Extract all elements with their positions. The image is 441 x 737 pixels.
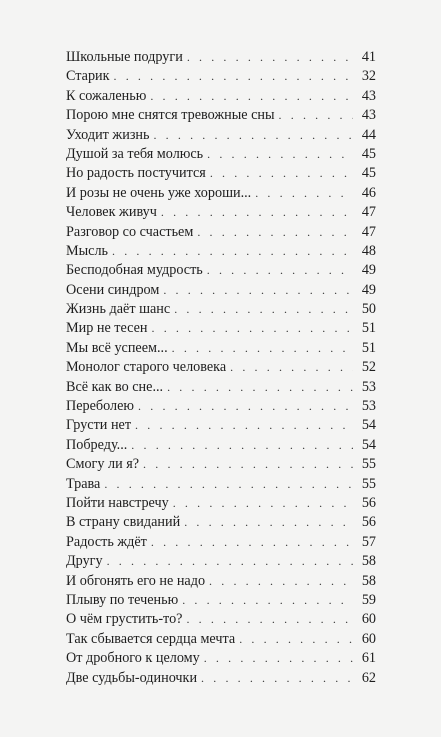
toc-entry-title: Трава	[66, 475, 101, 492]
toc-entry-title: Бесподобная мудрость	[66, 262, 203, 279]
toc-entry-title: Мы всё успеем...	[66, 339, 168, 356]
toc-dot-leader	[239, 630, 353, 649]
toc-entry	[66, 358, 376, 377]
toc-entry-page: 56	[361, 494, 376, 511]
toc-dot-leader	[153, 126, 353, 145]
toc-entry-page: 58	[361, 572, 376, 589]
toc-dot-leader	[151, 533, 353, 552]
toc-dot-leader	[207, 145, 353, 164]
toc-entry-title: И розы не очень уже хороши...	[66, 184, 252, 201]
toc-entry	[66, 475, 376, 494]
toc-entry-title: К сожаленью	[66, 87, 147, 104]
toc-dot-leader	[197, 223, 353, 242]
toc-dot-leader	[104, 475, 353, 494]
toc-dot-leader	[114, 67, 353, 86]
toc-dot-leader	[279, 106, 353, 125]
toc-dot-leader	[201, 669, 353, 688]
toc-entry-title: И обгонять его не надо	[66, 572, 206, 589]
toc-entry-page: 62	[361, 669, 376, 686]
toc-dot-leader	[174, 300, 353, 319]
toc-entry	[66, 339, 376, 358]
toc-entry-title: Старик	[66, 68, 110, 85]
table-of-contents	[66, 48, 376, 688]
toc-entry-page: 52	[361, 359, 376, 376]
toc-entry	[66, 533, 376, 552]
toc-dot-leader	[150, 87, 353, 106]
toc-entry-title: Человек живуч	[66, 204, 157, 221]
toc-dot-leader	[167, 378, 353, 397]
toc-entry-page: 44	[361, 126, 376, 143]
toc-entry	[66, 591, 376, 610]
toc-entry	[66, 649, 376, 668]
toc-entry-title: Монолог старого человека	[66, 359, 227, 376]
toc-entry	[66, 223, 376, 242]
toc-entry-title: Пойти навстречу	[66, 494, 169, 511]
toc-entry-title: Побреду...	[66, 436, 128, 453]
toc-entry-page: 32	[361, 68, 376, 85]
toc-entry-title: Всё как во сне...	[66, 378, 164, 395]
toc-entry-page: 45	[361, 145, 376, 162]
toc-dot-leader	[187, 48, 353, 67]
toc-entry-page: 49	[361, 262, 376, 279]
toc-entry	[66, 397, 376, 416]
toc-dot-leader	[161, 203, 353, 222]
toc-entry	[66, 300, 376, 319]
toc-entry-page: 43	[361, 87, 376, 104]
toc-entry	[66, 106, 376, 125]
toc-dot-leader	[112, 242, 353, 261]
toc-entry-title: В страну свиданий	[66, 514, 181, 531]
toc-entry-page: 51	[361, 320, 376, 337]
toc-entry-page: 60	[361, 611, 376, 628]
toc-entry-title: Уходит жизнь	[66, 126, 150, 143]
toc-dot-leader	[172, 339, 353, 358]
toc-entry-title: Школьные подруги	[66, 49, 183, 65]
toc-dot-leader	[138, 397, 353, 416]
toc-entry	[66, 513, 376, 532]
toc-entry	[66, 145, 376, 164]
toc-dot-leader	[163, 281, 353, 300]
toc-entry-page: 47	[361, 223, 376, 240]
toc-entry-page: 58	[361, 553, 376, 570]
toc-entry-page: 53	[361, 378, 376, 395]
toc-entry-page: 49	[361, 281, 376, 298]
toc-entry-page: 45	[361, 165, 376, 182]
toc-entry	[66, 378, 376, 397]
toc-entry-title: Радость ждёт	[66, 533, 147, 550]
toc-dot-leader	[143, 455, 353, 474]
toc-entry-title: Так сбывается сердца мечта	[66, 630, 236, 647]
toc-entry-title: Порою мне снятся тревожные сны	[66, 107, 275, 124]
toc-dot-leader	[173, 494, 353, 513]
toc-entry-page: 53	[361, 398, 376, 415]
toc-entry-title: От дробного к целому	[66, 650, 200, 667]
toc-entry	[66, 184, 376, 203]
toc-entry-page: 50	[361, 301, 376, 318]
toc-entry-title: Переболею	[66, 398, 135, 415]
toc-entry-title: Плыву по теченью	[66, 591, 179, 608]
toc-entry	[66, 87, 376, 106]
toc-entry-page: 41	[361, 49, 376, 65]
toc-entry-page: 54	[361, 417, 376, 434]
toc-entry-page: 43	[361, 107, 376, 124]
toc-entry	[66, 416, 376, 435]
toc-entry-title: Душой за тебя молюсь	[66, 145, 204, 162]
toc-dot-leader	[204, 649, 353, 668]
toc-dot-leader	[152, 319, 354, 338]
toc-entry-title: Мир не тесен	[66, 320, 148, 337]
toc-entry-page: 51	[361, 339, 376, 356]
toc-entry-page: 55	[361, 456, 376, 473]
toc-entry	[66, 67, 376, 86]
toc-dot-leader	[135, 416, 353, 435]
toc-entry	[66, 552, 376, 571]
toc-entry	[66, 126, 376, 145]
toc-entry	[66, 610, 376, 629]
toc-entry-page: 54	[361, 436, 376, 453]
toc-dot-leader	[186, 610, 353, 629]
toc-entry	[66, 630, 376, 649]
toc-dot-leader	[131, 436, 353, 455]
toc-dot-leader	[184, 513, 353, 532]
toc-entry	[66, 261, 376, 280]
toc-entry-page: 59	[361, 591, 376, 608]
toc-dot-leader	[207, 261, 353, 280]
toc-entry	[66, 455, 376, 474]
toc-entry-page: 60	[361, 630, 376, 647]
toc-dot-leader	[230, 358, 353, 377]
toc-dot-leader	[209, 572, 353, 591]
toc-entry	[66, 572, 376, 591]
toc-entry	[66, 319, 376, 338]
toc-entry	[66, 436, 376, 455]
toc-entry-title: Осени синдром	[66, 281, 160, 298]
toc-entry-page: 46	[361, 184, 376, 201]
toc-entry	[66, 164, 376, 183]
toc-entry-page: 48	[361, 242, 376, 259]
toc-entry-page: 56	[361, 514, 376, 531]
toc-dot-leader	[182, 591, 353, 610]
toc-entry-title: Другу	[66, 553, 103, 570]
toc-entry-page: 57	[361, 533, 376, 550]
toc-entry	[66, 669, 376, 688]
toc-entry-title: Смогу ли я?	[66, 456, 140, 473]
toc-dot-leader	[255, 184, 353, 203]
toc-entry-page: 55	[361, 475, 376, 492]
toc-entry-title: Жизнь даёт шанс	[66, 301, 171, 318]
toc-dot-leader	[210, 164, 353, 183]
toc-dot-leader	[107, 552, 353, 571]
toc-entry-title: Разговор со счастьем	[66, 223, 194, 240]
toc-entry	[66, 242, 376, 261]
toc-entry-page: 47	[361, 204, 376, 221]
toc-entry-title: О чём грустить-то?	[66, 611, 183, 628]
toc-entry-title: Грусти нет	[66, 417, 132, 434]
toc-entry-title: Мысль	[66, 242, 108, 259]
toc-entry-page: 61	[361, 650, 376, 667]
toc-entry-title: Но радость постучится	[66, 165, 206, 182]
toc-entry	[66, 48, 376, 67]
toc-entry	[66, 494, 376, 513]
toc-entry	[66, 203, 376, 222]
toc-entry	[66, 281, 376, 300]
toc-entry-title: Две судьбы-одиночки	[66, 669, 198, 686]
